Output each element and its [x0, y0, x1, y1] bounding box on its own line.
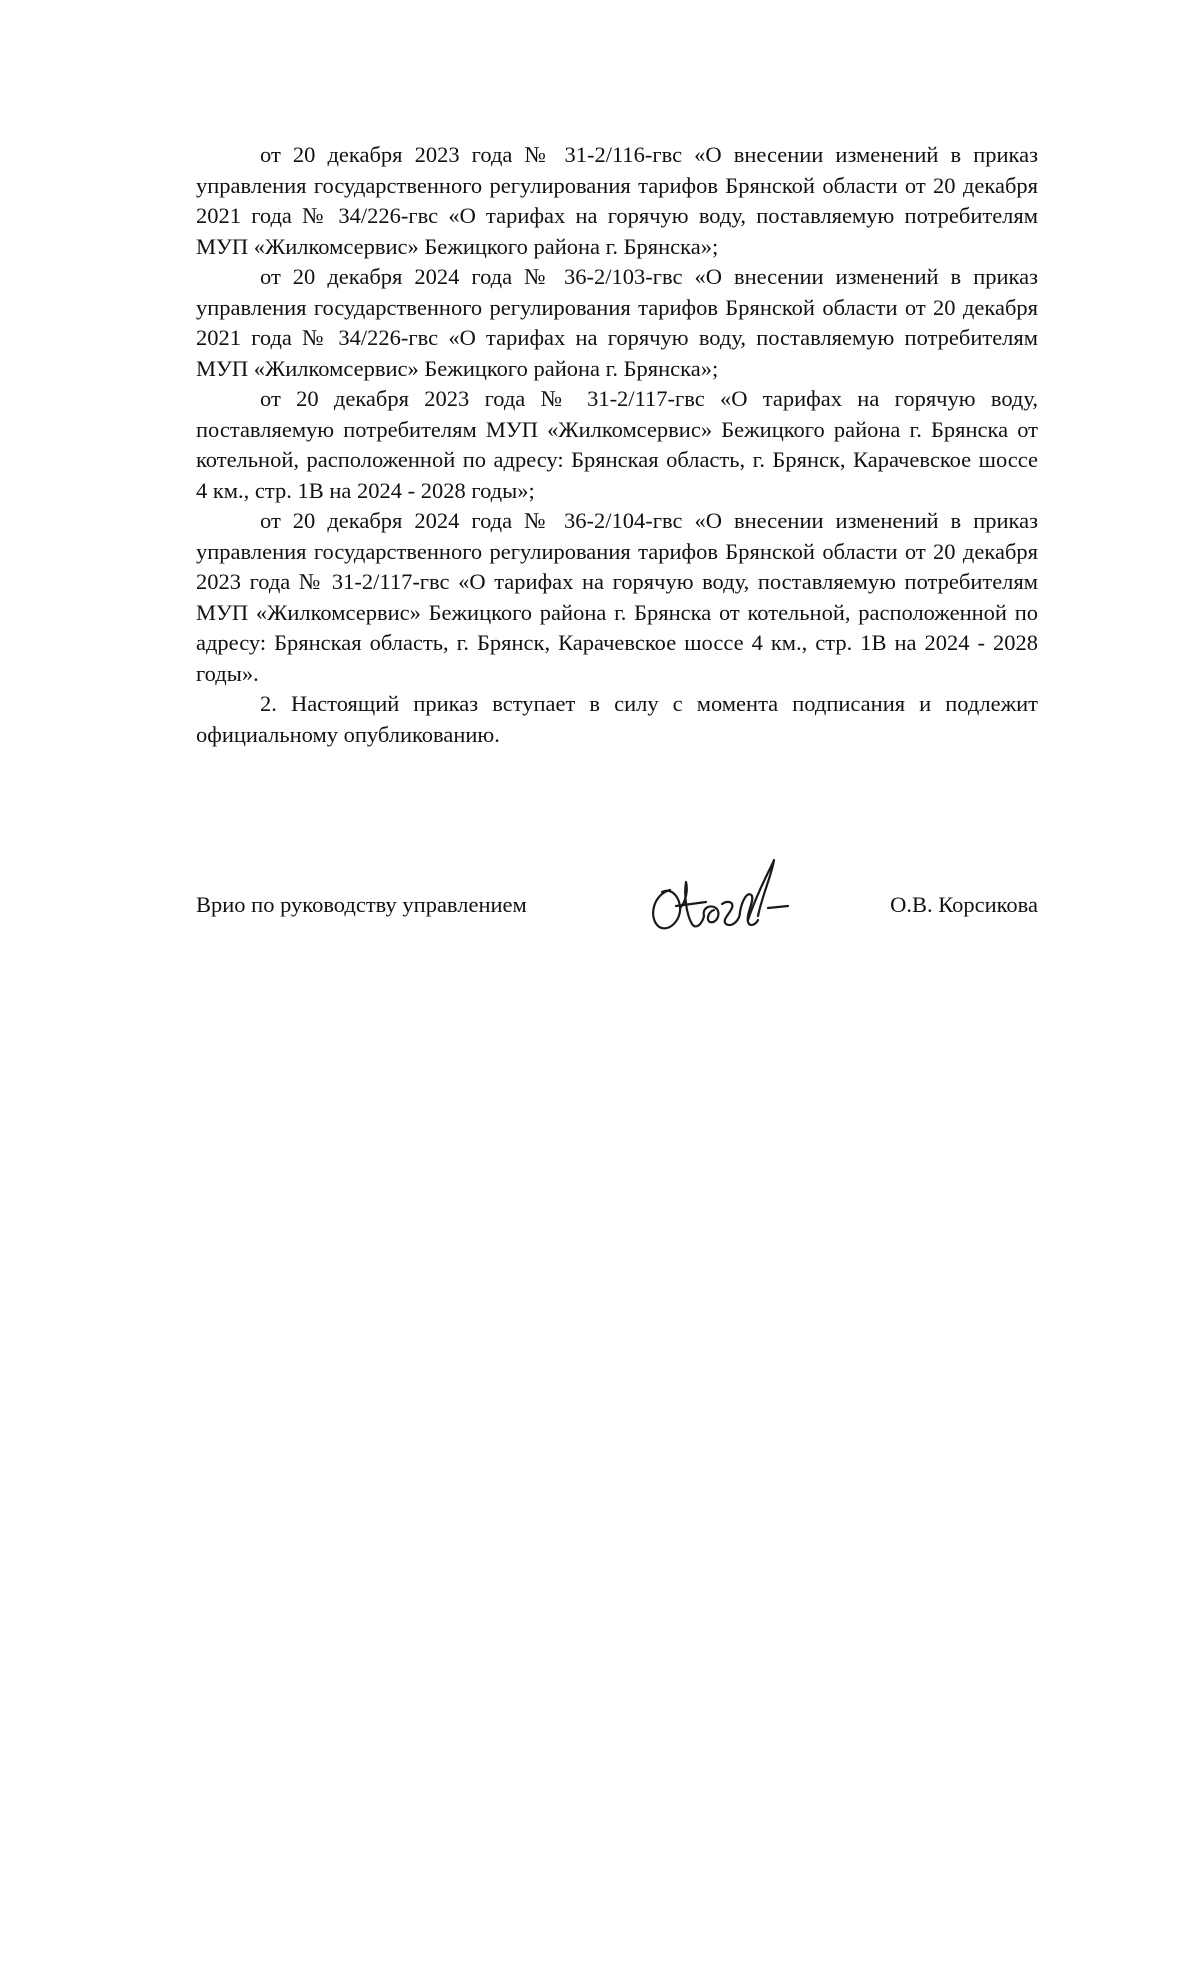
paragraph-order-104: от 20 декабря 2024 года № 36-2/104-гвс «О внесении изменений в приказ управления государственного регулирования тарифов Брянской области от 20 декабря 2023 года № 31-2/117-гвс «О тарифах на горячую воду, поставляемую потребителям МУП «Жилкомсервис» Бежицкого района г. Брянска от котельной, расположенной по адресу: Брянская область, г. Брянск, Карачевское шоссе 4 км., стр. 1В на 2024 - 2028 годы».	[196, 508, 1038, 686]
paragraph-order-103: от 20 декабря 2024 года № 36-2/103-гвс «О внесении изменений в приказ управления государственного регулирования тарифов Брянской области от 20 декабря 2021 года № 34/226-гвс «О тарифах на горячую воду, поставляемую потребителям МУП «Жилкомсервис» Бежицкого района г. Брянска»;	[196, 264, 1038, 381]
paragraph-order-116: от 20 декабря 2023 года № 31-2/116-гвс «О внесении изменений в приказ управления государственного регулирования тарифов Брянской области от 20 декабря 2021 года № 34/226-гвс «О тарифах на горячую воду, поставляемую потребителям МУП «Жилкомсервис» Бежицкого района г. Брянска»;	[196, 142, 1038, 259]
signature-block	[196, 850, 1038, 940]
document-body	[196, 140, 1038, 750]
signatory-position: Врио по руководству управлением	[196, 892, 527, 917]
handwritten-signature	[636, 850, 806, 940]
signatory-name: О.В. Корсикова	[890, 892, 1038, 917]
paragraph-order-117: от 20 декабря 2023 года № 31-2/117-гвс «О тарифах на горячую воду, поставляемую потребителям МУП «Жилкомсервис» Бежицкого района г. Брянска от котельной, расположенной по адресу: Брянская область, г. Брянск, Карачевское шоссе 4 км., стр. 1В на 2024 - 2028 годы»;	[196, 386, 1038, 503]
paragraph-effective-clause: 2. Настоящий приказ вступает в силу с момента подписания и подлежит официальному опубликованию.	[196, 691, 1038, 747]
